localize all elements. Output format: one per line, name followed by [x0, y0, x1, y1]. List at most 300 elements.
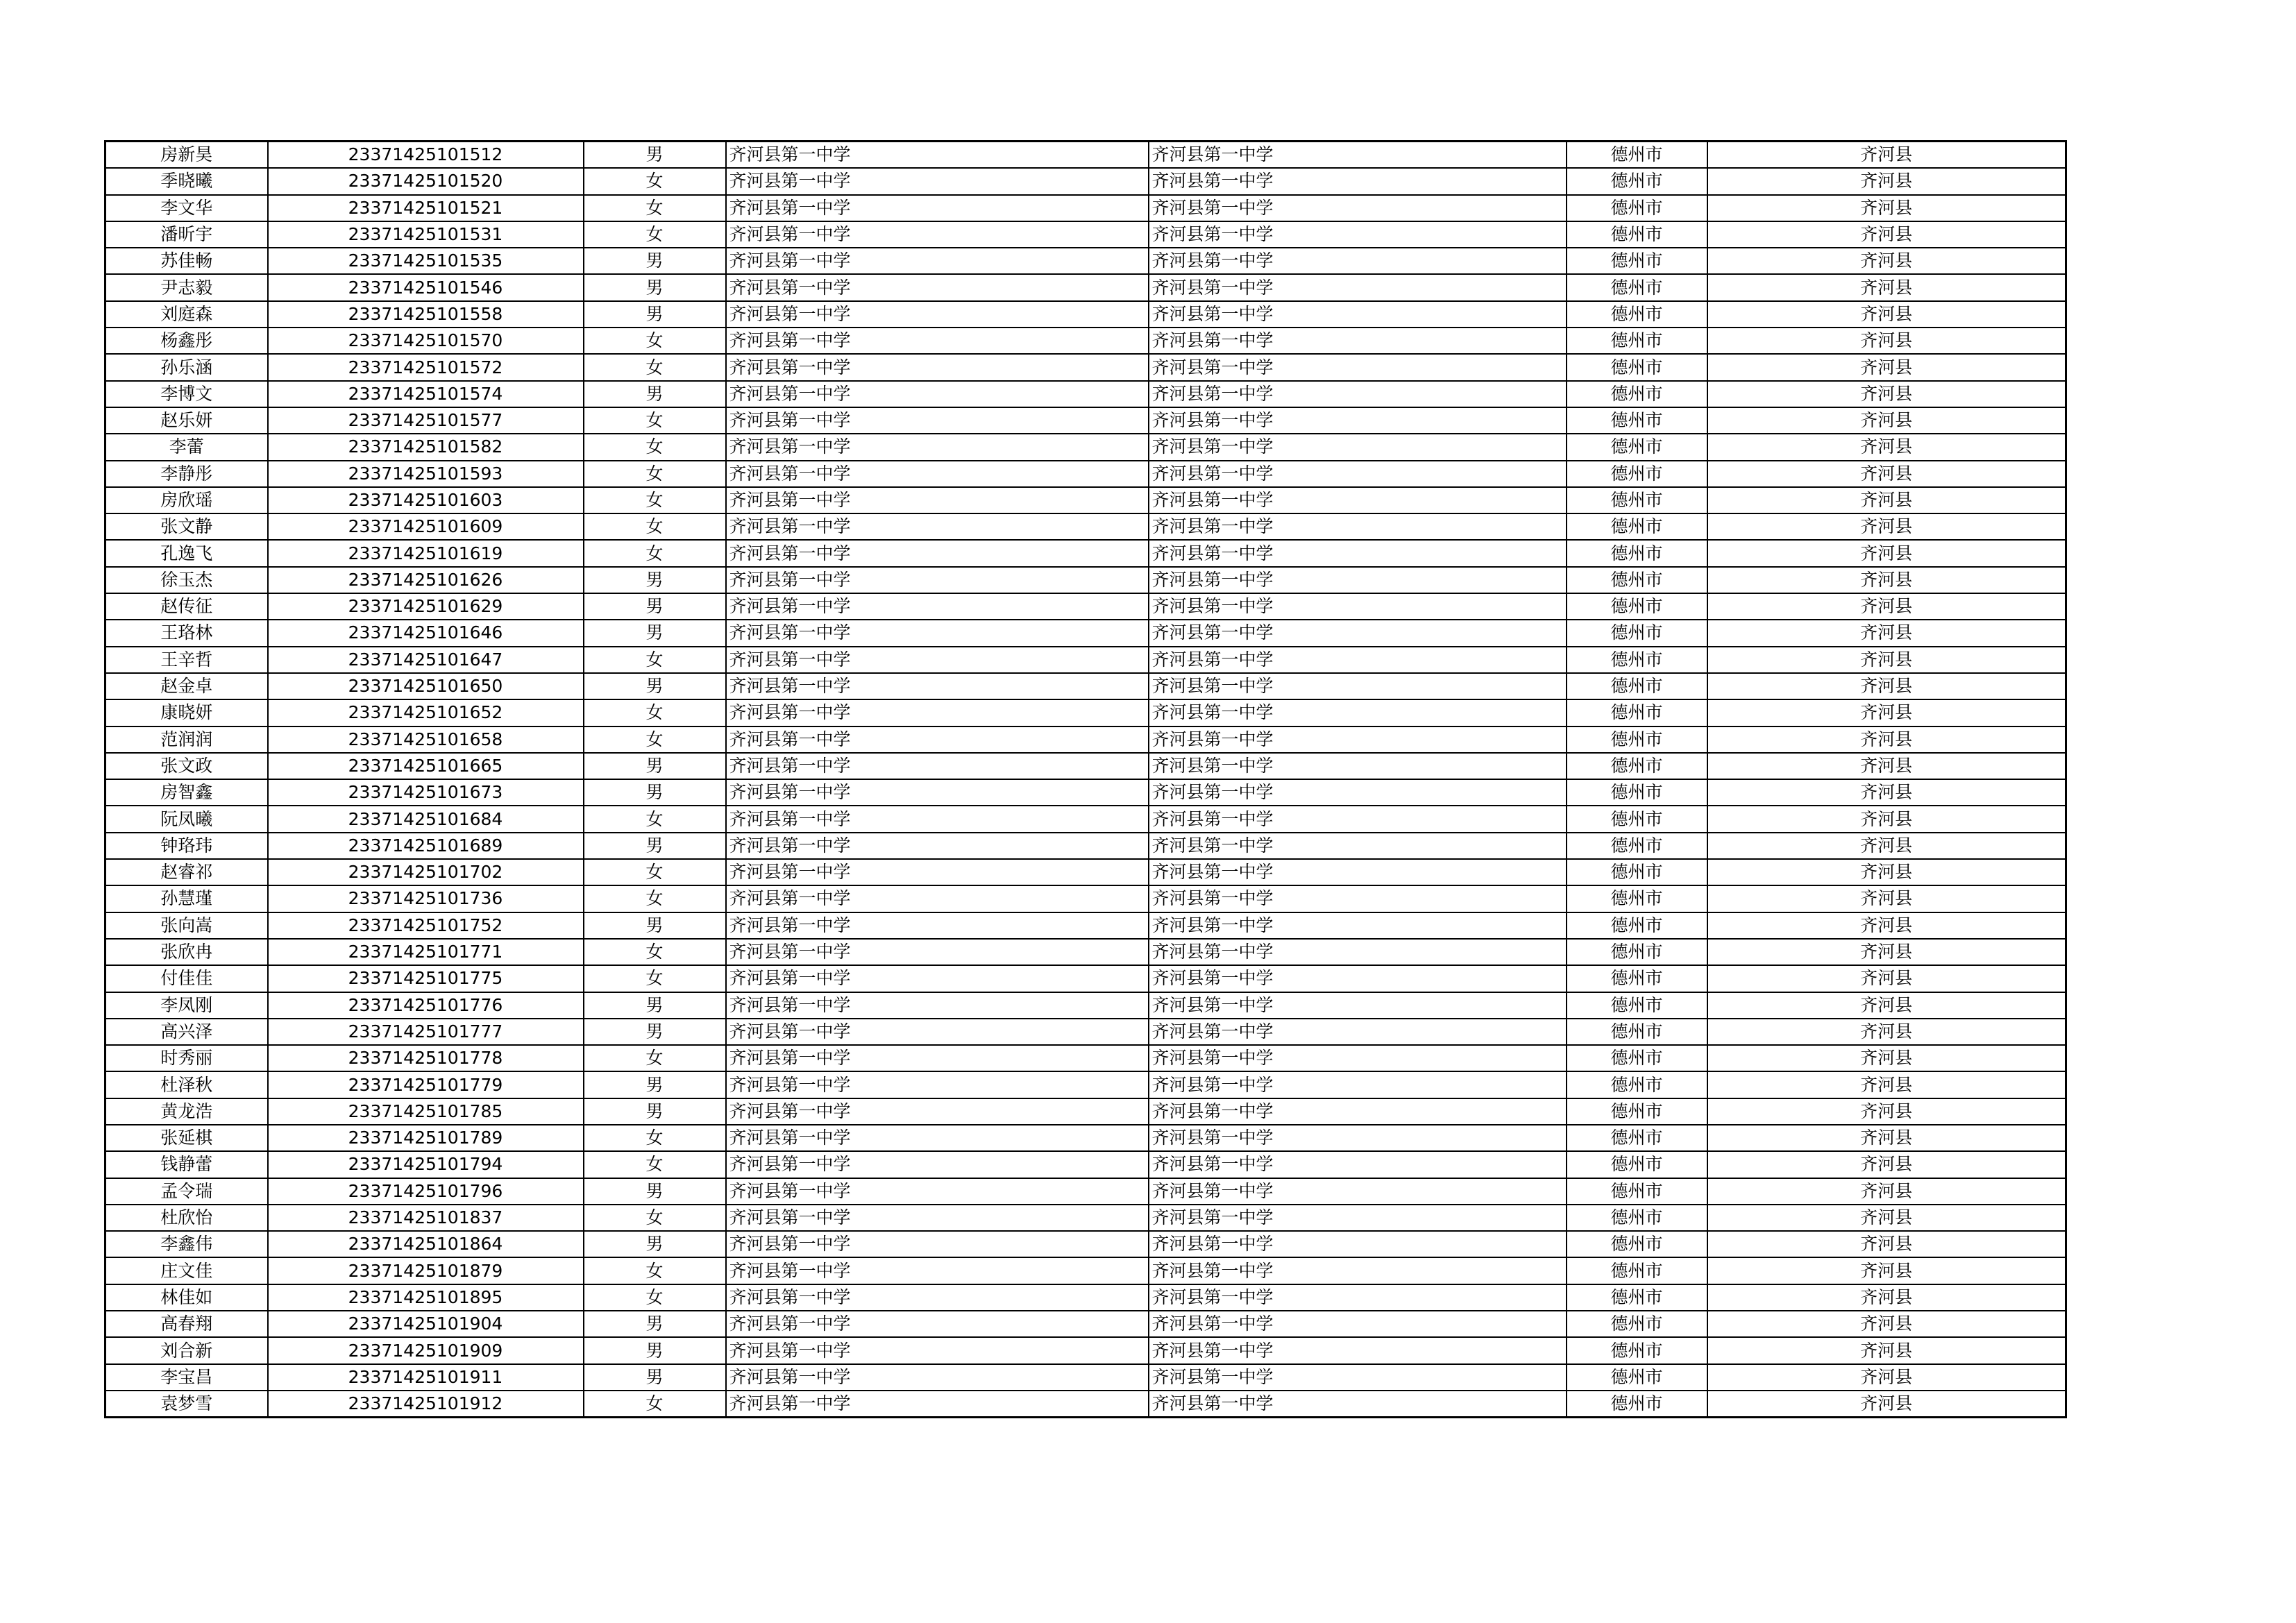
cell-school: 齐河县第一中学 — [726, 1205, 1149, 1231]
cell-county: 齐河县 — [1707, 1019, 2066, 1045]
cell-name: 钟珞玮 — [105, 833, 268, 859]
cell-school-secondary: 齐河县第一中学 — [1149, 354, 1567, 380]
cell-school: 齐河县第一中学 — [726, 1071, 1149, 1098]
cell-name: 杨鑫彤 — [105, 328, 268, 354]
cell-school-secondary: 齐河县第一中学 — [1149, 461, 1567, 487]
table-row — [105, 1311, 2066, 1337]
cell-city: 德州市 — [1567, 1019, 1707, 1045]
cell-county: 齐河县 — [1707, 1098, 2066, 1125]
cell-school: 齐河县第一中学 — [726, 1284, 1149, 1311]
cell-city: 德州市 — [1567, 407, 1707, 434]
cell-school: 齐河县第一中学 — [726, 1098, 1149, 1125]
cell-county: 齐河县 — [1707, 699, 2066, 726]
cell-county: 齐河县 — [1707, 142, 2066, 169]
cell-school-secondary: 齐河县第一中学 — [1149, 1391, 1567, 1418]
cell-city: 德州市 — [1567, 965, 1707, 992]
cell-school-secondary: 齐河县第一中学 — [1149, 274, 1567, 300]
cell-city: 德州市 — [1567, 1178, 1707, 1205]
cell-city: 德州市 — [1567, 779, 1707, 806]
cell-gender: 女 — [584, 487, 726, 513]
table-row — [105, 381, 2066, 407]
cell-exam-id: 23371425101775 — [268, 965, 584, 992]
cell-exam-id: 23371425101777 — [268, 1019, 584, 1045]
table-row — [105, 939, 2066, 965]
cell-school: 齐河县第一中学 — [726, 753, 1149, 779]
cell-name: 张延棋 — [105, 1125, 268, 1151]
cell-school-secondary: 齐河县第一中学 — [1149, 1098, 1567, 1125]
cell-name: 赵乐妍 — [105, 407, 268, 434]
cell-school: 齐河县第一中学 — [726, 142, 1149, 169]
cell-school-secondary: 齐河县第一中学 — [1149, 381, 1567, 407]
cell-school-secondary: 齐河县第一中学 — [1149, 673, 1567, 699]
cell-county: 齐河县 — [1707, 806, 2066, 832]
cell-exam-id: 23371425101574 — [268, 381, 584, 407]
cell-exam-id: 23371425101647 — [268, 647, 584, 673]
cell-exam-id: 23371425101593 — [268, 461, 584, 487]
cell-exam-id: 23371425101702 — [268, 859, 584, 885]
cell-name: 李静彤 — [105, 461, 268, 487]
cell-gender: 女 — [584, 1284, 726, 1311]
cell-name: 杜泽秋 — [105, 1071, 268, 1098]
cell-school: 齐河县第一中学 — [726, 1231, 1149, 1257]
cell-gender: 男 — [584, 593, 726, 620]
cell-exam-id: 23371425101665 — [268, 753, 584, 779]
cell-gender: 女 — [584, 513, 726, 540]
cell-name: 房欣瑶 — [105, 487, 268, 513]
cell-county: 齐河县 — [1707, 461, 2066, 487]
table-row — [105, 779, 2066, 806]
table-row — [105, 912, 2066, 939]
cell-county: 齐河县 — [1707, 354, 2066, 380]
cell-city: 德州市 — [1567, 647, 1707, 673]
cell-name: 李鑫伟 — [105, 1231, 268, 1257]
cell-city: 德州市 — [1567, 540, 1707, 566]
cell-name: 付佳佳 — [105, 965, 268, 992]
cell-city: 德州市 — [1567, 885, 1707, 912]
cell-name: 孙乐涵 — [105, 354, 268, 380]
cell-city: 德州市 — [1567, 168, 1707, 194]
table-row — [105, 1337, 2066, 1363]
cell-exam-id: 23371425101879 — [268, 1257, 584, 1284]
cell-exam-id: 23371425101796 — [268, 1178, 584, 1205]
cell-school: 齐河县第一中学 — [726, 1311, 1149, 1337]
cell-exam-id: 23371425101531 — [268, 221, 584, 248]
cell-school: 齐河县第一中学 — [726, 699, 1149, 726]
cell-exam-id: 23371425101673 — [268, 779, 584, 806]
cell-school: 齐河县第一中学 — [726, 1151, 1149, 1178]
cell-name: 房智鑫 — [105, 779, 268, 806]
cell-gender: 男 — [584, 248, 726, 274]
cell-gender: 男 — [584, 779, 726, 806]
cell-gender: 男 — [584, 1364, 726, 1391]
table-row — [105, 195, 2066, 221]
cell-name: 张文静 — [105, 513, 268, 540]
cell-county: 齐河县 — [1707, 885, 2066, 912]
cell-exam-id: 23371425101570 — [268, 328, 584, 354]
cell-county: 齐河县 — [1707, 381, 2066, 407]
table-row — [105, 434, 2066, 460]
cell-gender: 女 — [584, 1125, 726, 1151]
cell-school: 齐河县第一中学 — [726, 1257, 1149, 1284]
cell-gender: 女 — [584, 328, 726, 354]
cell-gender: 男 — [584, 753, 726, 779]
cell-name: 房新昊 — [105, 142, 268, 169]
cell-county: 齐河县 — [1707, 859, 2066, 885]
cell-school: 齐河县第一中学 — [726, 1125, 1149, 1151]
table-row — [105, 859, 2066, 885]
cell-exam-id: 23371425101650 — [268, 673, 584, 699]
cell-exam-id: 23371425101629 — [268, 593, 584, 620]
cell-name: 康晓妍 — [105, 699, 268, 726]
cell-school-secondary: 齐河县第一中学 — [1149, 168, 1567, 194]
cell-exam-id: 23371425101689 — [268, 833, 584, 859]
cell-exam-id: 23371425101572 — [268, 354, 584, 380]
cell-county: 齐河县 — [1707, 673, 2066, 699]
cell-school-secondary: 齐河县第一中学 — [1149, 221, 1567, 248]
cell-school-secondary: 齐河县第一中学 — [1149, 939, 1567, 965]
cell-gender: 女 — [584, 885, 726, 912]
cell-name: 李博文 — [105, 381, 268, 407]
cell-school: 齐河县第一中学 — [726, 434, 1149, 460]
cell-school-secondary: 齐河县第一中学 — [1149, 513, 1567, 540]
cell-gender: 男 — [584, 1337, 726, 1363]
cell-school-secondary: 齐河县第一中学 — [1149, 859, 1567, 885]
cell-school: 齐河县第一中学 — [726, 885, 1149, 912]
cell-name: 赵金卓 — [105, 673, 268, 699]
cell-exam-id: 23371425101535 — [268, 248, 584, 274]
cell-gender: 男 — [584, 1231, 726, 1257]
cell-school-secondary: 齐河县第一中学 — [1149, 1151, 1567, 1178]
cell-exam-id: 23371425101609 — [268, 513, 584, 540]
cell-name: 时秀丽 — [105, 1045, 268, 1071]
table-row — [105, 885, 2066, 912]
cell-name: 孔逸飞 — [105, 540, 268, 566]
cell-gender: 男 — [584, 1071, 726, 1098]
cell-school: 齐河县第一中学 — [726, 381, 1149, 407]
cell-name: 赵睿祁 — [105, 859, 268, 885]
cell-name: 杜欣怡 — [105, 1205, 268, 1231]
cell-county: 齐河县 — [1707, 248, 2066, 274]
cell-county: 齐河县 — [1707, 992, 2066, 1019]
cell-city: 德州市 — [1567, 1391, 1707, 1418]
cell-school-secondary: 齐河县第一中学 — [1149, 1125, 1567, 1151]
cell-gender: 男 — [584, 142, 726, 169]
table-row — [105, 726, 2066, 753]
table-row — [105, 1019, 2066, 1045]
cell-exam-id: 23371425101558 — [268, 301, 584, 328]
cell-school: 齐河县第一中学 — [726, 461, 1149, 487]
cell-exam-id: 23371425101582 — [268, 434, 584, 460]
cell-county: 齐河县 — [1707, 487, 2066, 513]
cell-school-secondary: 齐河县第一中学 — [1149, 434, 1567, 460]
cell-city: 德州市 — [1567, 1284, 1707, 1311]
cell-gender: 男 — [584, 301, 726, 328]
cell-school-secondary: 齐河县第一中学 — [1149, 699, 1567, 726]
cell-exam-id: 23371425101626 — [268, 567, 584, 593]
cell-county: 齐河县 — [1707, 1311, 2066, 1337]
cell-school: 齐河县第一中学 — [726, 168, 1149, 194]
cell-county: 齐河县 — [1707, 726, 2066, 753]
cell-gender: 男 — [584, 567, 726, 593]
cell-gender: 女 — [584, 354, 726, 380]
cell-city: 德州市 — [1567, 354, 1707, 380]
cell-gender: 男 — [584, 1019, 726, 1045]
cell-city: 德州市 — [1567, 1125, 1707, 1151]
cell-city: 德州市 — [1567, 912, 1707, 939]
cell-school-secondary: 齐河县第一中学 — [1149, 1231, 1567, 1257]
cell-school-secondary: 齐河县第一中学 — [1149, 1364, 1567, 1391]
cell-gender: 女 — [584, 221, 726, 248]
cell-county: 齐河县 — [1707, 407, 2066, 434]
table-row — [105, 328, 2066, 354]
cell-exam-id: 23371425101778 — [268, 1045, 584, 1071]
table-row — [105, 407, 2066, 434]
cell-school: 齐河县第一中学 — [726, 274, 1149, 300]
cell-city: 德州市 — [1567, 673, 1707, 699]
cell-name: 阮凤曦 — [105, 806, 268, 832]
cell-county: 齐河县 — [1707, 779, 2066, 806]
cell-county: 齐河县 — [1707, 513, 2066, 540]
cell-school-secondary: 齐河县第一中学 — [1149, 912, 1567, 939]
table-row — [105, 1205, 2066, 1231]
cell-school: 齐河县第一中学 — [726, 1391, 1149, 1418]
cell-school: 齐河县第一中学 — [726, 1337, 1149, 1363]
cell-name: 高春翔 — [105, 1311, 268, 1337]
cell-school: 齐河县第一中学 — [726, 407, 1149, 434]
cell-name: 高兴泽 — [105, 1019, 268, 1045]
table-row — [105, 1071, 2066, 1098]
cell-exam-id: 23371425101546 — [268, 274, 584, 300]
cell-county: 齐河县 — [1707, 1337, 2066, 1363]
table-row — [105, 992, 2066, 1019]
cell-school-secondary: 齐河县第一中学 — [1149, 965, 1567, 992]
table-row — [105, 965, 2066, 992]
cell-exam-id: 23371425101684 — [268, 806, 584, 832]
cell-school: 齐河县第一中学 — [726, 221, 1149, 248]
cell-county: 齐河县 — [1707, 540, 2066, 566]
cell-exam-id: 23371425101752 — [268, 912, 584, 939]
cell-city: 德州市 — [1567, 1151, 1707, 1178]
cell-exam-id: 23371425101895 — [268, 1284, 584, 1311]
table-row — [105, 647, 2066, 673]
cell-county: 齐河县 — [1707, 168, 2066, 194]
cell-city: 德州市 — [1567, 1045, 1707, 1071]
cell-school: 齐河县第一中学 — [726, 1019, 1149, 1045]
cell-school-secondary: 齐河县第一中学 — [1149, 407, 1567, 434]
table-row — [105, 1151, 2066, 1178]
cell-school: 齐河县第一中学 — [726, 939, 1149, 965]
cell-gender: 男 — [584, 1311, 726, 1337]
cell-gender: 女 — [584, 168, 726, 194]
cell-county: 齐河县 — [1707, 647, 2066, 673]
cell-gender: 女 — [584, 1045, 726, 1071]
cell-county: 齐河县 — [1707, 1178, 2066, 1205]
cell-exam-id: 23371425101779 — [268, 1071, 584, 1098]
cell-name: 范润润 — [105, 726, 268, 753]
cell-county: 齐河县 — [1707, 1151, 2066, 1178]
cell-city: 德州市 — [1567, 142, 1707, 169]
cell-gender: 女 — [584, 195, 726, 221]
cell-gender: 男 — [584, 912, 726, 939]
cell-exam-id: 23371425101646 — [268, 620, 584, 646]
cell-school: 齐河县第一中学 — [726, 540, 1149, 566]
cell-school-secondary: 齐河县第一中学 — [1149, 1284, 1567, 1311]
table-row — [105, 699, 2066, 726]
cell-school-secondary: 齐河县第一中学 — [1149, 647, 1567, 673]
cell-school: 齐河县第一中学 — [726, 195, 1149, 221]
cell-school: 齐河县第一中学 — [726, 593, 1149, 620]
cell-gender: 女 — [584, 806, 726, 832]
cell-gender: 女 — [584, 699, 726, 726]
cell-school: 齐河县第一中学 — [726, 992, 1149, 1019]
cell-city: 德州市 — [1567, 753, 1707, 779]
cell-city: 德州市 — [1567, 381, 1707, 407]
cell-county: 齐河县 — [1707, 593, 2066, 620]
table-row — [105, 833, 2066, 859]
cell-county: 齐河县 — [1707, 912, 2066, 939]
cell-exam-id: 23371425101736 — [268, 885, 584, 912]
cell-city: 德州市 — [1567, 593, 1707, 620]
cell-school: 齐河县第一中学 — [726, 1364, 1149, 1391]
cell-school-secondary: 齐河县第一中学 — [1149, 487, 1567, 513]
cell-name: 尹志毅 — [105, 274, 268, 300]
table-row — [105, 354, 2066, 380]
cell-name: 孙慧瑾 — [105, 885, 268, 912]
cell-school-secondary: 齐河县第一中学 — [1149, 1311, 1567, 1337]
cell-city: 德州市 — [1567, 1231, 1707, 1257]
cell-county: 齐河县 — [1707, 1231, 2066, 1257]
cell-school-secondary: 齐河县第一中学 — [1149, 726, 1567, 753]
cell-school: 齐河县第一中学 — [726, 1045, 1149, 1071]
cell-exam-id: 23371425101911 — [268, 1364, 584, 1391]
cell-exam-id: 23371425101521 — [268, 195, 584, 221]
cell-school-secondary: 齐河县第一中学 — [1149, 1071, 1567, 1098]
cell-city: 德州市 — [1567, 806, 1707, 832]
table-row — [105, 513, 2066, 540]
cell-city: 德州市 — [1567, 1071, 1707, 1098]
roster-table-body — [105, 142, 2066, 1418]
cell-gender: 女 — [584, 407, 726, 434]
cell-school-secondary: 齐河县第一中学 — [1149, 992, 1567, 1019]
cell-school: 齐河县第一中学 — [726, 328, 1149, 354]
cell-county: 齐河县 — [1707, 434, 2066, 460]
cell-city: 德州市 — [1567, 301, 1707, 328]
cell-gender: 女 — [584, 939, 726, 965]
cell-name: 李凤刚 — [105, 992, 268, 1019]
cell-city: 德州市 — [1567, 859, 1707, 885]
cell-city: 德州市 — [1567, 434, 1707, 460]
cell-county: 齐河县 — [1707, 1071, 2066, 1098]
cell-exam-id: 23371425101771 — [268, 939, 584, 965]
cell-name: 苏佳畅 — [105, 248, 268, 274]
cell-county: 齐河县 — [1707, 301, 2066, 328]
cell-gender: 女 — [584, 1257, 726, 1284]
cell-city: 德州市 — [1567, 726, 1707, 753]
cell-county: 齐河县 — [1707, 1205, 2066, 1231]
cell-exam-id: 23371425101789 — [268, 1125, 584, 1151]
cell-city: 德州市 — [1567, 195, 1707, 221]
table-row — [105, 301, 2066, 328]
cell-county: 齐河县 — [1707, 567, 2066, 593]
cell-gender: 女 — [584, 434, 726, 460]
cell-city: 德州市 — [1567, 939, 1707, 965]
cell-city: 德州市 — [1567, 328, 1707, 354]
cell-county: 齐河县 — [1707, 1391, 2066, 1418]
table-row — [105, 806, 2066, 832]
roster-table — [104, 140, 2067, 1418]
cell-school: 齐河县第一中学 — [726, 567, 1149, 593]
cell-county: 齐河县 — [1707, 195, 2066, 221]
cell-name: 庄文佳 — [105, 1257, 268, 1284]
cell-school-secondary: 齐河县第一中学 — [1149, 620, 1567, 646]
cell-school-secondary: 齐河县第一中学 — [1149, 142, 1567, 169]
cell-gender: 女 — [584, 1205, 726, 1231]
cell-city: 德州市 — [1567, 620, 1707, 646]
cell-gender: 女 — [584, 1151, 726, 1178]
cell-name: 袁梦雪 — [105, 1391, 268, 1418]
cell-exam-id: 23371425101658 — [268, 726, 584, 753]
table-row — [105, 248, 2066, 274]
cell-school-secondary: 齐河县第一中学 — [1149, 593, 1567, 620]
cell-name: 林佳如 — [105, 1284, 268, 1311]
cell-city: 德州市 — [1567, 699, 1707, 726]
cell-exam-id: 23371425101603 — [268, 487, 584, 513]
cell-city: 德州市 — [1567, 1257, 1707, 1284]
cell-exam-id: 23371425101776 — [268, 992, 584, 1019]
cell-gender: 女 — [584, 461, 726, 487]
cell-exam-id: 23371425101577 — [268, 407, 584, 434]
table-row — [105, 1125, 2066, 1151]
cell-school: 齐河县第一中学 — [726, 513, 1149, 540]
cell-school: 齐河县第一中学 — [726, 673, 1149, 699]
cell-school-secondary: 齐河县第一中学 — [1149, 1019, 1567, 1045]
cell-school: 齐河县第一中学 — [726, 354, 1149, 380]
cell-gender: 女 — [584, 540, 726, 566]
cell-exam-id: 23371425101794 — [268, 1151, 584, 1178]
table-row — [105, 593, 2066, 620]
cell-name: 徐玉杰 — [105, 567, 268, 593]
cell-exam-id: 23371425101912 — [268, 1391, 584, 1418]
cell-school: 齐河县第一中学 — [726, 912, 1149, 939]
cell-school-secondary: 齐河县第一中学 — [1149, 1257, 1567, 1284]
cell-exam-id: 23371425101785 — [268, 1098, 584, 1125]
cell-city: 德州市 — [1567, 1337, 1707, 1363]
table-row — [105, 620, 2066, 646]
cell-school-secondary: 齐河县第一中学 — [1149, 301, 1567, 328]
table-row — [105, 1178, 2066, 1205]
cell-school: 齐河县第一中学 — [726, 965, 1149, 992]
cell-gender: 女 — [584, 859, 726, 885]
cell-school: 齐河县第一中学 — [726, 806, 1149, 832]
cell-school: 齐河县第一中学 — [726, 647, 1149, 673]
cell-exam-id: 23371425101904 — [268, 1311, 584, 1337]
cell-gender: 男 — [584, 274, 726, 300]
cell-city: 德州市 — [1567, 1098, 1707, 1125]
cell-gender: 女 — [584, 726, 726, 753]
table-row — [105, 168, 2066, 194]
cell-county: 齐河县 — [1707, 833, 2066, 859]
cell-county: 齐河县 — [1707, 965, 2066, 992]
cell-name: 刘庭森 — [105, 301, 268, 328]
cell-city: 德州市 — [1567, 461, 1707, 487]
cell-gender: 女 — [584, 647, 726, 673]
cell-county: 齐河县 — [1707, 1045, 2066, 1071]
cell-school-secondary: 齐河县第一中学 — [1149, 833, 1567, 859]
table-row — [105, 1364, 2066, 1391]
cell-name: 李蕾 — [105, 434, 268, 460]
cell-exam-id: 23371425101512 — [268, 142, 584, 169]
cell-name: 黄龙浩 — [105, 1098, 268, 1125]
